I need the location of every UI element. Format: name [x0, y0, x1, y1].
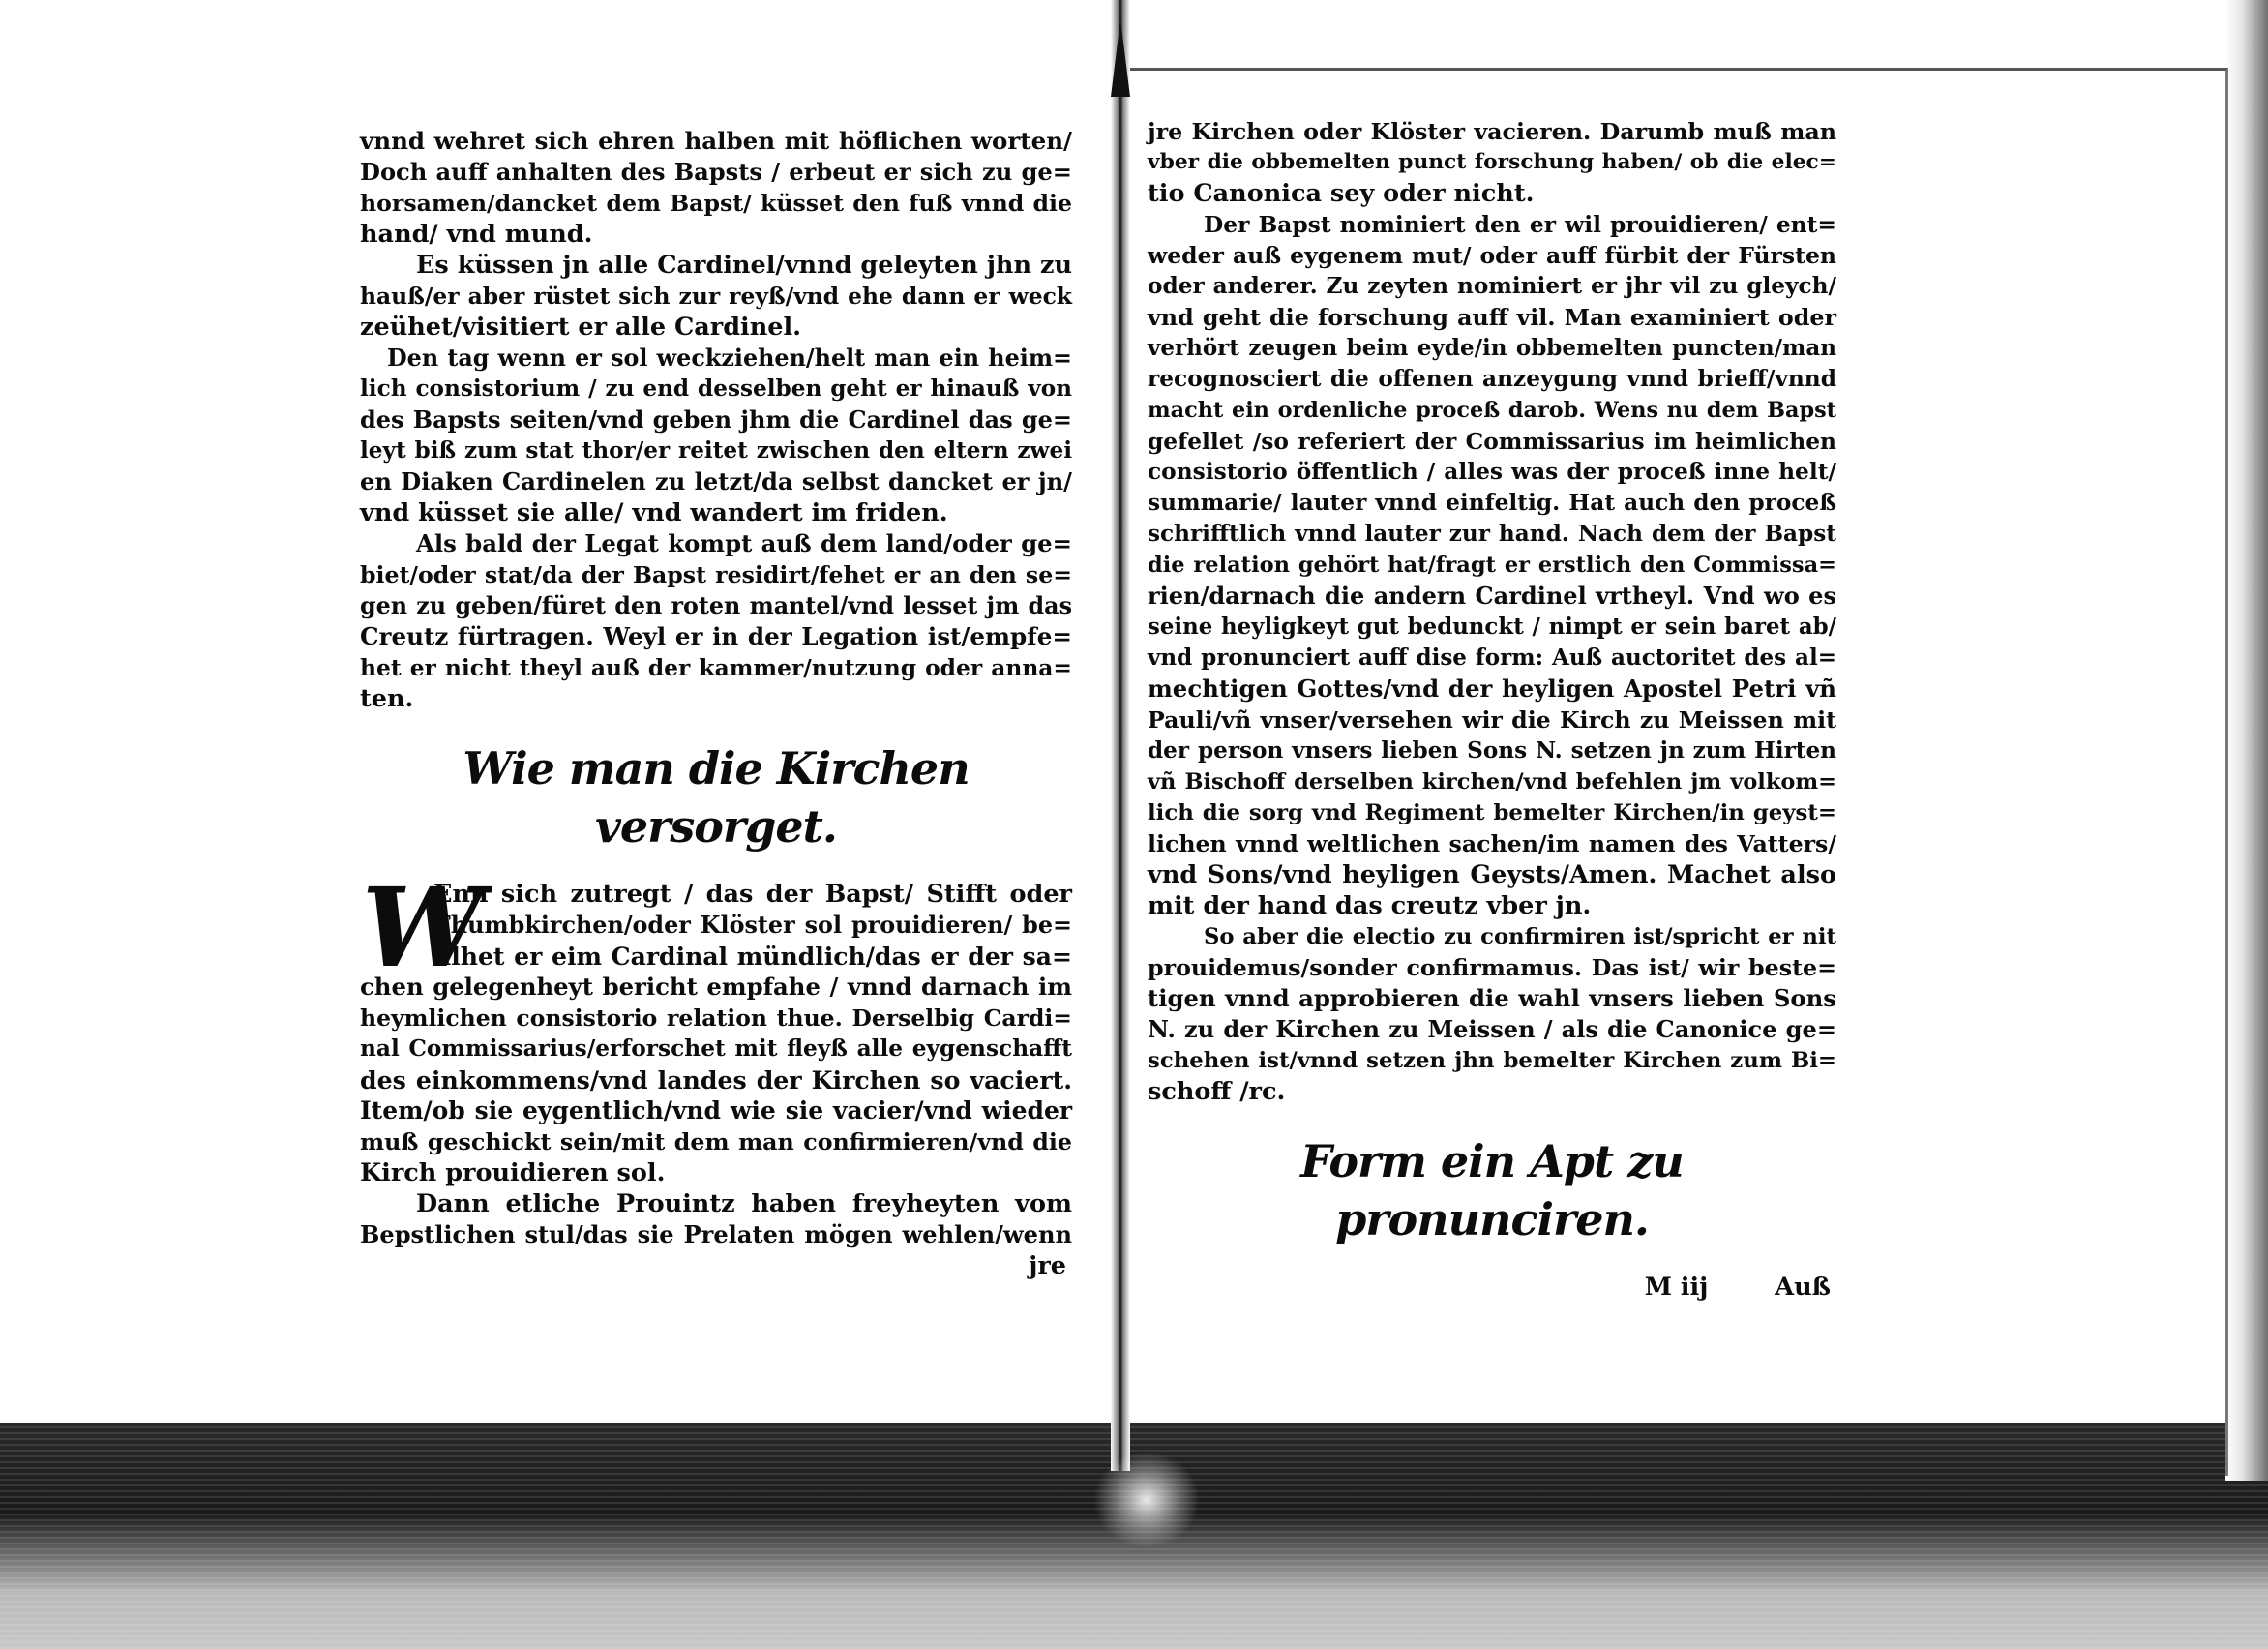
- text-line: vnd Sons/vnd heyligen Geysts/Amen. Machet also: [1148, 860, 1836, 889]
- left-paragraph-2: [360, 250, 1072, 343]
- text-line: schrifftlich vnnd lauter zur hand. Nach dem der Bapst: [1148, 521, 1836, 547]
- page-footer: [1148, 1272, 1836, 1303]
- text-line: vber die obbemelten punct forschung haben/ ob die elec=: [1148, 150, 1836, 174]
- text-line: schehen ist/vnnd setzen jhn bemelter Kirchen zum Bi=: [1148, 1048, 1836, 1073]
- text-line: Pauli/vñ vnser/versehen wir die Kirch zu Meissen mit: [1148, 706, 1836, 734]
- text-line: oder anderer. Zu zeyten nominiert er jhr vil zu gleych/: [1148, 273, 1836, 299]
- left-paragraph-1: [360, 126, 1072, 250]
- text-line: muß geschickt sein/mit dem man confirmieren/vnd die: [360, 1128, 1072, 1155]
- page-edge-shadow: [2225, 0, 2268, 1481]
- text-line: Als bald der Legat kompt auß dem land/oder ge=: [416, 529, 1072, 557]
- scan-glare: [1093, 1452, 1200, 1548]
- text-line: lich consistorium / zu end desselben geht er hinauß von: [360, 375, 1072, 402]
- text-line: Bepstlichen stul/das sie Prelaten mögen wehlen/wenn: [360, 1220, 1072, 1248]
- text-line: leyt biß zum stat thor/er reitet zwischen den eltern zwei: [360, 437, 1072, 464]
- left-paragraph-3: [360, 343, 1072, 528]
- text-line: en Diaken Cardinelen zu letzt/da selbst dancket er jn/: [360, 467, 1072, 495]
- text-line: die relation gehört hat/fragt er erstlich den Commissa=: [1148, 553, 1836, 578]
- section-heading: Wie man die Kirchen versorget.: [463, 742, 970, 853]
- text-line: prouidemus/sonder confirmamus. Das ist/ wir beste=: [1148, 954, 1836, 981]
- text-line: Den tag wenn er sol weckziehen/helt man ein heim=: [387, 345, 1072, 372]
- text-line: Dann etliche Prouintz haben freyheyten vom: [416, 1189, 1072, 1218]
- text-line: lich die sorg vnd Regiment bemelter Kirchen/in geyst=: [1148, 800, 1836, 825]
- text-line: des einkommens/vnd landes der Kirchen so vaciert.: [360, 1065, 1072, 1094]
- text-line: Enn sich zutregt / das der Bapst/ Stifft oder: [433, 880, 1072, 909]
- section-heading: Form ein Apt zu pronunciren.: [1300, 1135, 1684, 1245]
- book-gutter: [1111, 0, 1130, 1471]
- text-line: vnnd wehret sich ehren halben mit höflichen worten/: [360, 127, 1072, 155]
- text-line: filhet er eim Cardinal mündlich/das er der sa=: [433, 942, 1072, 971]
- catchword: jre: [1029, 1251, 1066, 1280]
- text-line: gen zu geben/füret den roten mantel/vnd lesset jm das: [360, 592, 1072, 619]
- text-line: hauß/er aber rüstet sich zur reyß/vnd ehe dann er weck: [360, 283, 1072, 310]
- text-line: So aber die electio zu confirmiren ist/spricht er nit: [1204, 924, 1836, 949]
- text-line: vnd geht die forschung auff vil. Man examiniert oder: [1148, 304, 1836, 331]
- text-line: biet/oder stat/da der Bapst residirt/fehet er an den se=: [360, 561, 1072, 588]
- text-line: zeühet/visitiert er alle Cardinel.: [360, 313, 802, 342]
- catchword: Auß: [1775, 1273, 1831, 1302]
- left-page: [360, 126, 1072, 1281]
- text-line: summarie/ lauter vnnd einfeltig. Hat auch den proceß: [1148, 490, 1836, 516]
- text-line: rien/darnach die andern Cardinel vrtheyl. Vnd wo es: [1148, 582, 1836, 610]
- text-line: der person vnsers lieben Sons N. setzen jn zum Hirten: [1148, 737, 1836, 764]
- left-paragraph-6: [360, 1188, 1072, 1281]
- text-line: Kirch prouidieren sol.: [360, 1158, 666, 1187]
- text-line: tio Canonica sey oder nicht.: [1148, 179, 1535, 208]
- text-line: ten.: [360, 684, 414, 713]
- text-line: consistorio öffentlich / alles was der proceß inne helt/: [1148, 459, 1836, 485]
- text-line: Der Bapst nominiert den er wil prouidieren/ ent=: [1204, 211, 1836, 238]
- text-line: hand/ vnd mund.: [360, 220, 593, 249]
- text-line: gefellet /so referiert der Commissarius im heimlichen: [1148, 428, 1836, 455]
- text-line: schoff /rc.: [1148, 1077, 1286, 1106]
- right-page: [1148, 116, 1836, 1303]
- text-line: Thumbkirchen/oder Klöster sol prouidieren/ be=: [433, 912, 1072, 939]
- dropcap-paragraph: [360, 865, 1072, 1188]
- text-line: Creutz fürtragen. Weyl er in der Legation ist/empfe=: [360, 622, 1072, 650]
- text-line: heymlichen consistorio relation thue. Derselbig Cardi=: [360, 1004, 1072, 1032]
- text-line: vnd pronunciert auff dise form: Auß auctoritet des al=: [1148, 645, 1836, 671]
- text-line: verhört zeugen beim eyde/in obbemelten puncten/man: [1148, 335, 1836, 361]
- signature-mark: M iij: [1644, 1273, 1709, 1302]
- right-paragraph-1: [1148, 116, 1836, 209]
- text-line: vñ Bischoff derselben kirchen/vnd befehlen jm volkom=: [1148, 769, 1836, 795]
- text-line: recognosciert die offenen anzeygung vnnd brieff/vnnd: [1148, 366, 1836, 392]
- text-line: horsamen/dancket dem Bapst/ küsset den fuß vnnd die: [360, 190, 1072, 217]
- text-line: macht ein ordenliche proceß darob. Wens nu dem Bapst: [1148, 398, 1836, 423]
- dropcap-letter: W: [362, 865, 484, 992]
- right-paragraph-3: [1148, 921, 1836, 1107]
- text-line: seine heyligkeyt gut bedunckt / nimpt er sein baret ab/: [1148, 615, 1836, 640]
- text-line: jre Kirchen oder Klöster vacieren. Darumb muß man: [1148, 118, 1836, 145]
- text-line: het er nicht theyl auß der kammer/nutzung oder anna=: [360, 654, 1072, 681]
- text-line: Item/ob sie eygentlich/vnd wie sie vacier/vnd wieder: [360, 1096, 1072, 1124]
- gutter-fold-mark: [1111, 19, 1130, 97]
- text-line: weder auß eygenem mut/ oder auff fürbit der Fürsten: [1148, 242, 1836, 269]
- text-line: tigen vnnd approbieren die wahl vnsers lieben Sons: [1148, 984, 1836, 1012]
- left-paragraph-4: [360, 528, 1072, 714]
- text-line: mechtigen Gottes/vnd der heyligen Apostel Petri vñ: [1148, 675, 1836, 703]
- text-line: nal Commissarius/erforschet mit fleyß alle eygenschafft: [360, 1035, 1072, 1062]
- text-line: lichen vnnd weltlichen sachen/im namen des Vatters/: [1148, 830, 1836, 857]
- text-line: vnd küsset sie alle/ vnd wandert im friden.: [360, 498, 948, 527]
- right-paragraph-2: [1148, 209, 1836, 921]
- text-line: chen gelegenheyt bericht empfahe / vnnd darnach im: [360, 973, 1072, 1001]
- text-line: N. zu der Kirchen zu Meissen / als die Canonice ge=: [1148, 1015, 1836, 1043]
- text-line: Es küssen jn alle Cardinel/vnnd geleyten jhn zu: [416, 251, 1072, 280]
- text-line: des Bapsts seiten/vnd geben jhm die Cardinel das ge=: [360, 405, 1072, 434]
- text-line: Doch auff anhalten des Bapsts / erbeut er sich zu ge=: [360, 158, 1072, 186]
- text-line: mit der hand das creutz vber jn.: [1148, 891, 1592, 920]
